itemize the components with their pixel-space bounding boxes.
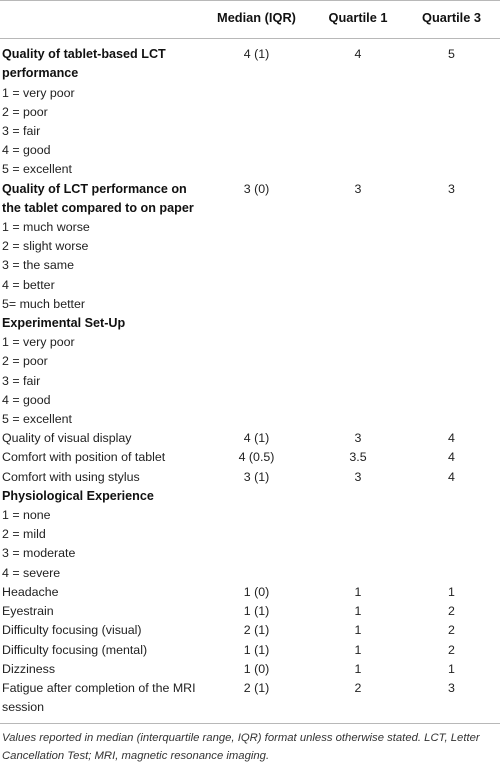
median-cell <box>200 256 313 275</box>
median-cell <box>200 314 313 333</box>
median-cell: 1 (0) <box>243 584 270 599</box>
quartile-3-cell <box>403 84 500 103</box>
quartile-1-cell: 1 <box>354 661 362 676</box>
median-cell: 3 (1) <box>243 469 270 484</box>
row-label: 5 = excellent <box>2 412 72 427</box>
row-label: Headache <box>2 584 59 599</box>
quartile-1-cell <box>313 506 403 525</box>
row-label: 5= much better <box>2 296 85 311</box>
quartile-1-cell <box>313 103 403 122</box>
quartile-3-cell: 1 <box>448 584 455 599</box>
table-row <box>0 333 500 352</box>
row-label: Difficulty focusing (mental) <box>2 642 148 657</box>
quartile-1-cell <box>313 256 403 275</box>
header-row <box>0 1 500 39</box>
table-row <box>0 660 500 679</box>
quartile-1-cell <box>313 525 403 544</box>
table-header <box>0 1 500 39</box>
quartile-1-cell: 3 <box>354 181 362 196</box>
row-label: 4 = good <box>2 392 51 407</box>
row-label: 3 = the same <box>2 258 74 273</box>
quartile-1-cell <box>313 564 403 583</box>
quartile-1-cell <box>313 295 403 314</box>
section-row <box>0 487 500 506</box>
median-cell: 4 (1) <box>243 47 270 62</box>
quartile-3-cell: 4 <box>448 450 455 465</box>
table-row <box>0 122 500 141</box>
row-label: 1 = very poor <box>2 85 75 100</box>
table-row <box>0 525 500 544</box>
table-row <box>0 583 500 602</box>
row-label: 1 = much worse <box>2 220 90 235</box>
quartile-3-cell <box>403 160 500 179</box>
quartile-1-cell <box>313 372 403 391</box>
quartile-1-cell <box>313 314 403 333</box>
table-footnote: Values reported in median (interquartile range, IQR) format unless otherwise stated. LCT, Letter Cancellation Test; MRI, magnetic resonance imaging. <box>2 732 480 762</box>
quartile-1-cell <box>313 276 403 295</box>
median-cell: 1 (1) <box>243 642 270 657</box>
row-label: 1 = none <box>2 508 51 523</box>
quartile-1-cell <box>313 391 403 410</box>
quartile-1-cell <box>313 141 403 160</box>
quartile-3-cell <box>403 122 500 141</box>
table-body <box>0 39 500 724</box>
quartile-1-cell <box>313 160 403 179</box>
quartile-3-cell: 4 <box>448 469 455 484</box>
table-row <box>0 84 500 103</box>
table-row <box>0 160 500 179</box>
row-label: 4 = severe <box>2 565 61 580</box>
median-cell: 1 (0) <box>243 661 270 676</box>
quartile-1-cell <box>313 352 403 371</box>
quartile-1-cell: 2 <box>313 679 403 724</box>
quartile-3-cell: 1 <box>448 661 455 676</box>
quartile-3-cell <box>403 141 500 160</box>
quartile-3-cell <box>403 295 500 314</box>
quartile-3-cell <box>403 256 500 275</box>
quartile-3-cell: 2 <box>448 604 455 619</box>
row-label: Quality of tablet-based LCT performance <box>2 47 166 81</box>
row-label: Fatigue after completion of the MRI session <box>0 679 200 724</box>
quartile-3-cell <box>403 506 500 525</box>
median-cell <box>200 352 313 371</box>
quartile-1-cell: 1 <box>354 642 362 657</box>
header-quartile-1: Quartile 1 <box>313 1 403 39</box>
median-cell <box>200 103 313 122</box>
quartile-1-cell <box>313 410 403 429</box>
table-row <box>0 679 500 724</box>
header-label <box>0 1 200 39</box>
quartile-1-cell <box>313 333 403 352</box>
quartile-1-cell: 3 <box>354 431 362 446</box>
median-cell <box>200 218 313 237</box>
quartile-3-cell <box>403 352 500 371</box>
table-row <box>0 103 500 122</box>
row-label: Experimental Set-Up <box>2 316 126 331</box>
quartile-1-cell <box>313 218 403 237</box>
quartile-1-cell: 1 <box>354 584 362 599</box>
quartile-3-cell <box>403 410 500 429</box>
median-cell <box>200 506 313 525</box>
row-label: Eyestrain <box>2 604 54 619</box>
table-row <box>0 141 500 160</box>
median-cell: 3 (0) <box>243 181 270 196</box>
table-row <box>0 295 500 314</box>
table-row <box>0 218 500 237</box>
table-row <box>0 410 500 429</box>
header-median: Median (IQR) <box>200 1 313 39</box>
row-label: Physiological Experience <box>2 488 154 503</box>
median-cell <box>200 391 313 410</box>
table-row <box>0 237 500 256</box>
quartile-3-cell: 4 <box>448 431 455 446</box>
quartile-3-cell <box>403 372 500 391</box>
row-label: Difficulty focusing (visual) <box>2 623 142 638</box>
table-row <box>0 506 500 525</box>
row-label: 2 = poor <box>2 354 48 369</box>
quartile-1-cell <box>313 237 403 256</box>
header-quartile-3: Quartile 3 <box>403 1 500 39</box>
row-label: 4 = good <box>2 143 51 158</box>
row-label: 3 = fair <box>2 373 41 388</box>
quartile-3-cell <box>403 276 500 295</box>
quartile-1-cell <box>313 544 403 563</box>
quartile-1-cell: 1 <box>354 623 362 638</box>
table-row <box>0 372 500 391</box>
row-label: 5 = excellent <box>2 162 72 177</box>
quartile-3-cell: 3 <box>448 181 455 196</box>
row-label: Comfort with using stylus <box>2 469 140 484</box>
quartile-3-cell: 2 <box>448 642 455 657</box>
median-cell <box>200 295 313 314</box>
table-row <box>0 276 500 295</box>
row-label: 1 = very poor <box>2 335 75 350</box>
median-cell <box>200 333 313 352</box>
table-row <box>0 564 500 583</box>
median-cell <box>200 276 313 295</box>
quartile-1-cell <box>313 122 403 141</box>
quartile-3-cell <box>403 218 500 237</box>
row-label: 2 = mild <box>2 527 46 542</box>
median-cell: 2 (1) <box>200 679 313 724</box>
median-cell: 4 (0.5) <box>238 450 275 465</box>
table-row <box>0 468 500 487</box>
quartile-3-cell: 3 <box>403 679 500 724</box>
section-row <box>0 39 500 84</box>
median-cell <box>200 544 313 563</box>
median-cell <box>200 410 313 429</box>
row-label: Quality of LCT performance on the tablet compared to on paper <box>2 181 194 215</box>
row-label: 2 = slight worse <box>2 239 89 254</box>
row-label: Quality of visual display <box>2 431 132 446</box>
section-row <box>0 180 500 218</box>
median-cell <box>200 141 313 160</box>
table-row <box>0 448 500 467</box>
quartile-3-cell <box>403 314 500 333</box>
median-cell: 1 (1) <box>243 604 270 619</box>
median-cell <box>200 487 313 506</box>
quartile-3-cell: 2 <box>448 623 455 638</box>
section-row <box>0 314 500 333</box>
table-row <box>0 602 500 621</box>
median-cell <box>200 84 313 103</box>
quartile-3-cell <box>403 333 500 352</box>
row-label: 3 = fair <box>2 124 41 139</box>
median-cell <box>200 564 313 583</box>
quartile-3-cell <box>403 237 500 256</box>
quartile-1-cell <box>313 487 403 506</box>
quartile-3-cell <box>403 564 500 583</box>
quartile-3-cell: 5 <box>448 47 455 62</box>
median-cell <box>200 237 313 256</box>
quartile-3-cell <box>403 103 500 122</box>
table-row <box>0 641 500 660</box>
row-label: 4 = better <box>2 277 55 292</box>
table-row <box>0 429 500 448</box>
median-cell: 2 (1) <box>243 623 270 638</box>
quartile-1-cell <box>313 84 403 103</box>
quartile-1-cell: 1 <box>354 604 362 619</box>
quartile-3-cell <box>403 525 500 544</box>
median-cell <box>200 122 313 141</box>
median-cell <box>200 372 313 391</box>
median-cell: 4 (1) <box>243 431 270 446</box>
median-cell <box>200 525 313 544</box>
row-label: 3 = moderate <box>2 546 76 561</box>
table-row <box>0 352 500 371</box>
median-cell <box>200 160 313 179</box>
row-label: 2 = poor <box>2 104 48 119</box>
table-row <box>0 544 500 563</box>
quartile-1-cell: 3 <box>354 469 362 484</box>
table-row <box>0 391 500 410</box>
quartile-3-cell <box>403 544 500 563</box>
table-row <box>0 621 500 640</box>
row-label: Dizziness <box>2 661 56 676</box>
quartile-3-cell <box>403 391 500 410</box>
quartile-1-cell: 3.5 <box>349 450 367 465</box>
quartile-3-cell <box>403 487 500 506</box>
row-label: Comfort with position of tablet <box>2 450 166 465</box>
quartile-1-cell: 4 <box>354 47 362 62</box>
table-row <box>0 256 500 275</box>
